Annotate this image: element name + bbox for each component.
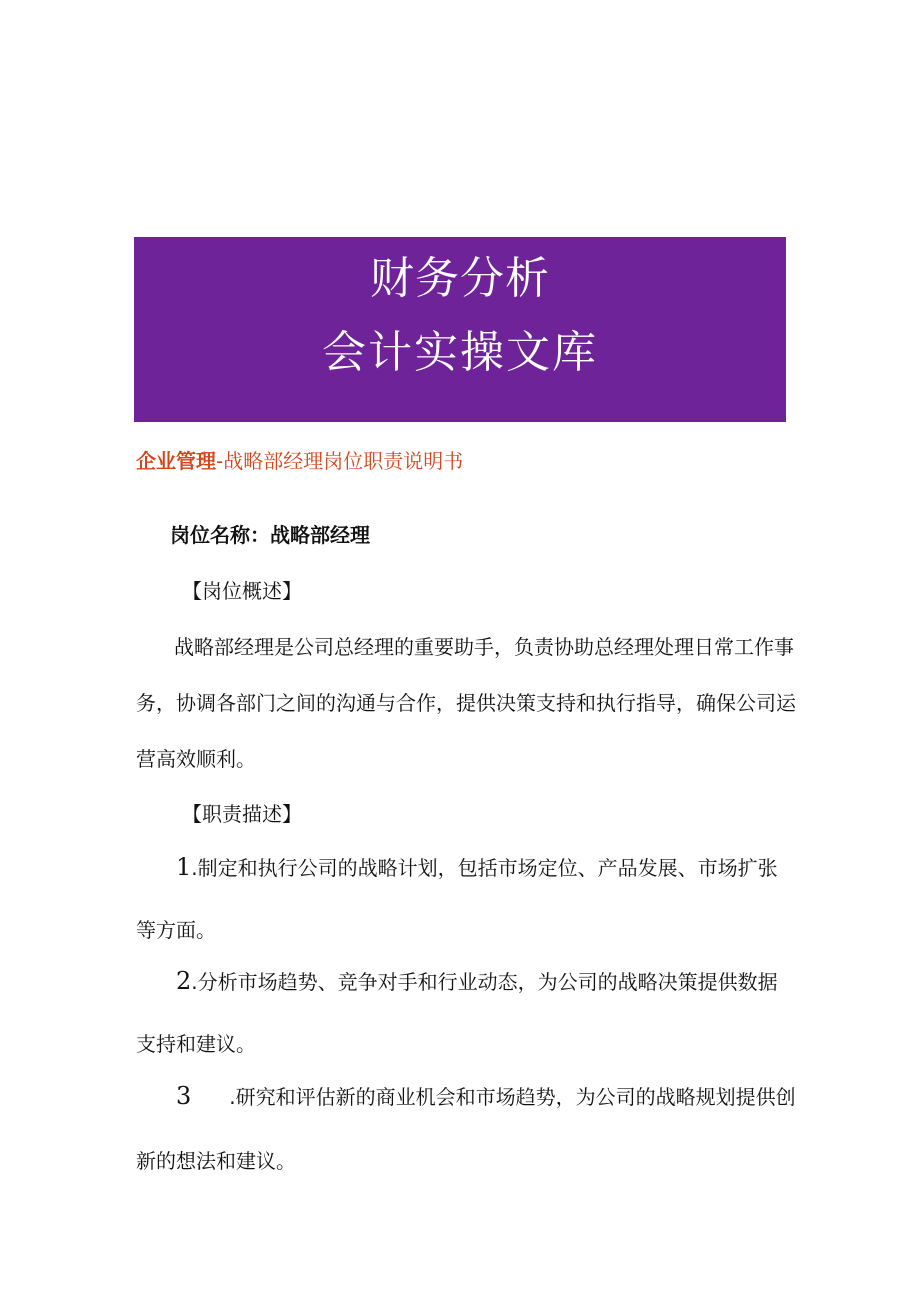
banner-title-line1: 财务分析: [370, 253, 550, 304]
title-category: 企业管理: [136, 449, 216, 473]
duty-number: 1: [176, 853, 192, 881]
title-separator: -: [216, 449, 224, 473]
duty-item: [136, 836, 796, 961]
duty-item: [136, 1064, 796, 1193]
overview-heading: 【岗位概述】: [182, 579, 302, 603]
duty-text: .分析市场趋势、竞争对手和行业动态，为公司的战略决策提供数据支持和建议。: [136, 970, 778, 1056]
title-subject: 战略部经理岗位职责说明书: [223, 449, 464, 473]
duty-text: .制定和执行公司的战略计划，包括市场定位、产品发展、市场扩张等方面。: [136, 856, 778, 942]
banner-title-line2: 会计实操文库: [322, 327, 598, 378]
duty-number: 3: [176, 1082, 192, 1110]
duty-number: 2: [176, 967, 192, 995]
duties-heading: 【职责描述】: [182, 802, 302, 826]
document-title: [136, 447, 463, 475]
duty-text: .研究和评估新的商业机会和市场趋势，为公司的战略规划提供创新的想法和建议。: [136, 1085, 796, 1173]
job-name-label: 岗位名称：战略部经理: [170, 523, 370, 547]
overview-paragraph: 战略部经理是公司总经理的重要助手，负责协助总经理处理日常工作事务，协调各部门之间的沟通与合作，提供决策支持和执行指导，确保公司运营高效顺利。: [136, 635, 796, 771]
duty-item: [136, 950, 796, 1075]
header-banner: [134, 237, 786, 422]
